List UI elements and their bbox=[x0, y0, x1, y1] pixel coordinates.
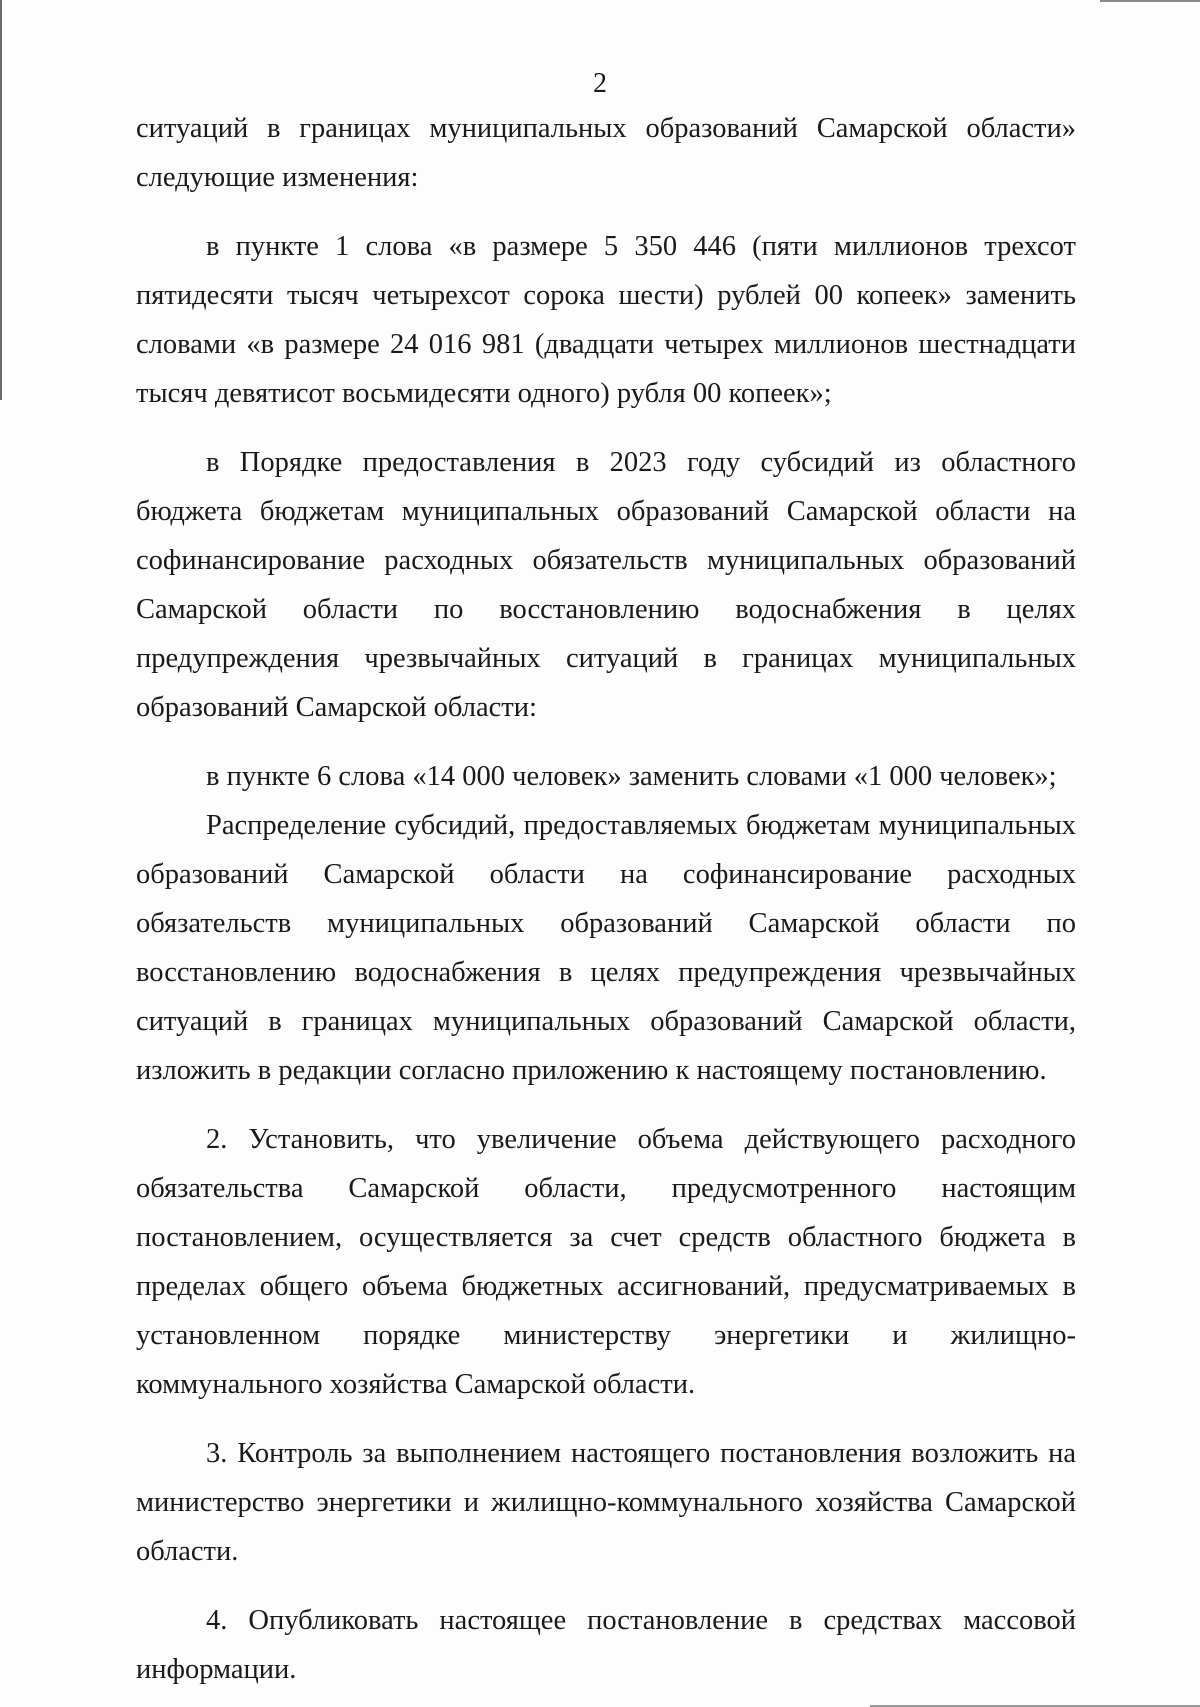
page-number: 2 bbox=[593, 68, 607, 99]
paragraph-section-2: 2. Установить, что увеличение объема действующего расходного обязательства Самарской области, предусмотренного настоящим постановлением, осуществляется за счет средств областного бюджета в пределах общего объема бюджетных ассигнований, предусматриваемых в установленном порядке министерству энергетики и жилищно-коммунального хозяйства Самарской области. bbox=[136, 1124, 1076, 1400]
paragraph-continuation: ситуаций в границах муниципальных образований Самарской области» следующие изменения: bbox=[136, 113, 1076, 193]
paragraph-procedure: в Порядке предоставления в 2023 году субсидий из областного бюджета бюджетам муниципальных образований Самарской области на софинансирование расходных обязательств муниципальных образований Самарской области по восстановлению водоснабжения в целях предупреждения чрезвычайных ситуаций в границах муниципальных образований Самарской области: bbox=[136, 447, 1076, 723]
scan-edge-top bbox=[1100, 0, 1200, 2]
document-body bbox=[136, 104, 1076, 1694]
scan-edge-left bbox=[0, 0, 2, 400]
paragraph-item-6: в пункте 6 слова «14 000 человек» заменить словами «1 000 человек»; bbox=[206, 761, 1057, 792]
paragraph-item-1-amount: в пункте 1 слова «в размере 5 350 446 (пяти миллионов трехсот пятидесяти тысяч четырехсот сорока шести) рублей 00 копеек» заменить словами «в размере 24 016 981 (двадцати четырех миллионов шестнадцати тысяч девятисот восьмидесяти одного) рубля 00 копеек»; bbox=[136, 231, 1076, 409]
paragraph-section-3: 3. Контроль за выполнением настоящего постановления возложить на министерство энергетики и жилищно-коммунального хозяйства Самарской области. bbox=[136, 1438, 1076, 1567]
paragraph-distribution: Распределение субсидий, предоставляемых бюджетам муниципальных образований Самарской области на софинансирование расходных обязательств муниципальных образований Самарской области по восстановлению водоснабжения в целях предупреждения чрезвычайных ситуаций в границах муниципальных образований Самарской области, изложить в редакции согласно приложению к настоящему постановлению. bbox=[136, 810, 1076, 1086]
paragraph-section-4: 4. Опубликовать настоящее постановление в средствах массовой информации. bbox=[136, 1605, 1076, 1685]
